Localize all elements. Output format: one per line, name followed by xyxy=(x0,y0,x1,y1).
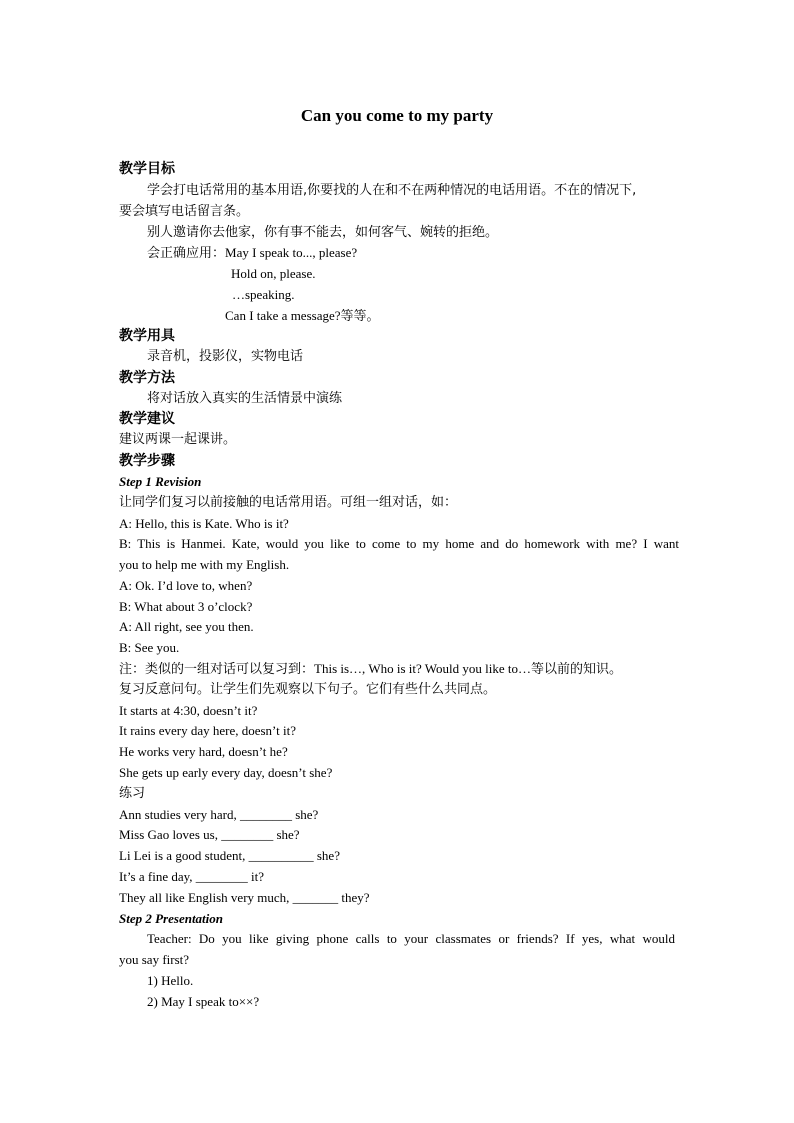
practice-label: 练习 xyxy=(119,786,146,801)
practice-item: They all like English very much, _______ they? xyxy=(119,890,370,905)
tag-question-intro: 复习反意问句。让学生们先观察以下句子。它们有些什么共同点。 xyxy=(119,682,497,697)
practice-item: It’s a fine day, ________ it? xyxy=(119,869,265,884)
usage-label: 会正确应用： xyxy=(147,246,226,261)
tools-heading: 教学用具 xyxy=(119,328,175,344)
advice-text: 建议两课一起课讲。 xyxy=(119,432,237,447)
dialog-line: B: See you. xyxy=(119,640,180,655)
objectives-paragraph-1a: 学会打电话常用的基本用语,你要找的人在和不在两种情况的电话用语。不在的情况下, xyxy=(147,183,637,198)
usage-example-4-text: Can I take a message? xyxy=(225,308,341,323)
step2-item: 2) May I speak to××? xyxy=(147,994,260,1009)
step2-teacher-line-1: Teacher: Do you like giving phone calls to your classmates or friends? If yes, what would xyxy=(147,931,675,946)
step1-intro: 让同学们复习以前接触的电话常用语。可组一组对话，如： xyxy=(119,495,458,510)
step2-teacher-line-2: you say first? xyxy=(119,952,190,967)
dialog-line: B: What about 3 o’clock? xyxy=(119,599,253,614)
dialog-line: A: Hello, this is Kate. Who is it? xyxy=(119,516,289,531)
usage-example-1: May I speak to..., please? xyxy=(225,245,358,260)
note-suffix: 等以前的知识。 xyxy=(530,662,622,677)
step1-label: Step 1 Revision xyxy=(119,474,202,489)
tag-example: He works very hard, doesn’t he? xyxy=(119,744,288,759)
tag-example: It starts at 4:30, doesn’t it? xyxy=(119,703,258,718)
dialog-line: A: Ok. I’d love to, when? xyxy=(119,578,253,593)
document-title: Can you come to my party xyxy=(300,106,494,125)
objectives-paragraph-1b: 要会填写电话留言条。 xyxy=(119,204,250,219)
tag-example: She gets up early every day, doesn’t she? xyxy=(119,765,333,780)
step2-item: 1) Hello. xyxy=(147,973,194,988)
usage-example-4 xyxy=(225,307,785,326)
tag-example: It rains every day here, doesn’t it? xyxy=(119,723,296,738)
advice-heading: 教学建议 xyxy=(119,411,175,427)
methods-text: 将对话放入真实的生活情景中演练 xyxy=(147,391,343,406)
objectives-paragraph-2: 别人邀请你去他家，你有事不能去，如何客气、婉转的拒绝。 xyxy=(147,225,499,240)
practice-item: Miss Gao loves us, ________ she? xyxy=(119,827,300,842)
usage-example-3: …speaking. xyxy=(232,287,295,302)
step2-label: Step 2 Presentation xyxy=(119,911,224,926)
objectives-heading: 教学目标 xyxy=(119,161,175,177)
note-prefix: 注：类似的一组对话可以复习到： xyxy=(119,662,315,677)
dialog-line: A: All right, see you then. xyxy=(119,619,254,634)
methods-heading: 教学方法 xyxy=(119,370,175,386)
objectives-paragraph-3 xyxy=(147,244,707,263)
practice-item: Li Lei is a good student, __________ she? xyxy=(119,848,340,863)
tools-text: 录音机，投影仪，实物电话 xyxy=(147,349,304,364)
usage-example-4-suffix: 等等。 xyxy=(340,309,380,324)
usage-example-2: Hold on, please. xyxy=(231,266,316,281)
dialog-line: B: This is Hanmei. Kate, would you like to come to my home and do homework with me? I want xyxy=(119,536,679,551)
step1-note xyxy=(119,660,679,679)
practice-item: Ann studies very hard, ________ she? xyxy=(119,807,319,822)
dialog-line: you to help me with my English. xyxy=(119,557,290,572)
steps-heading: 教学步骤 xyxy=(119,453,175,469)
note-examples: This is…, Who is it? Would you like to… xyxy=(314,661,531,676)
